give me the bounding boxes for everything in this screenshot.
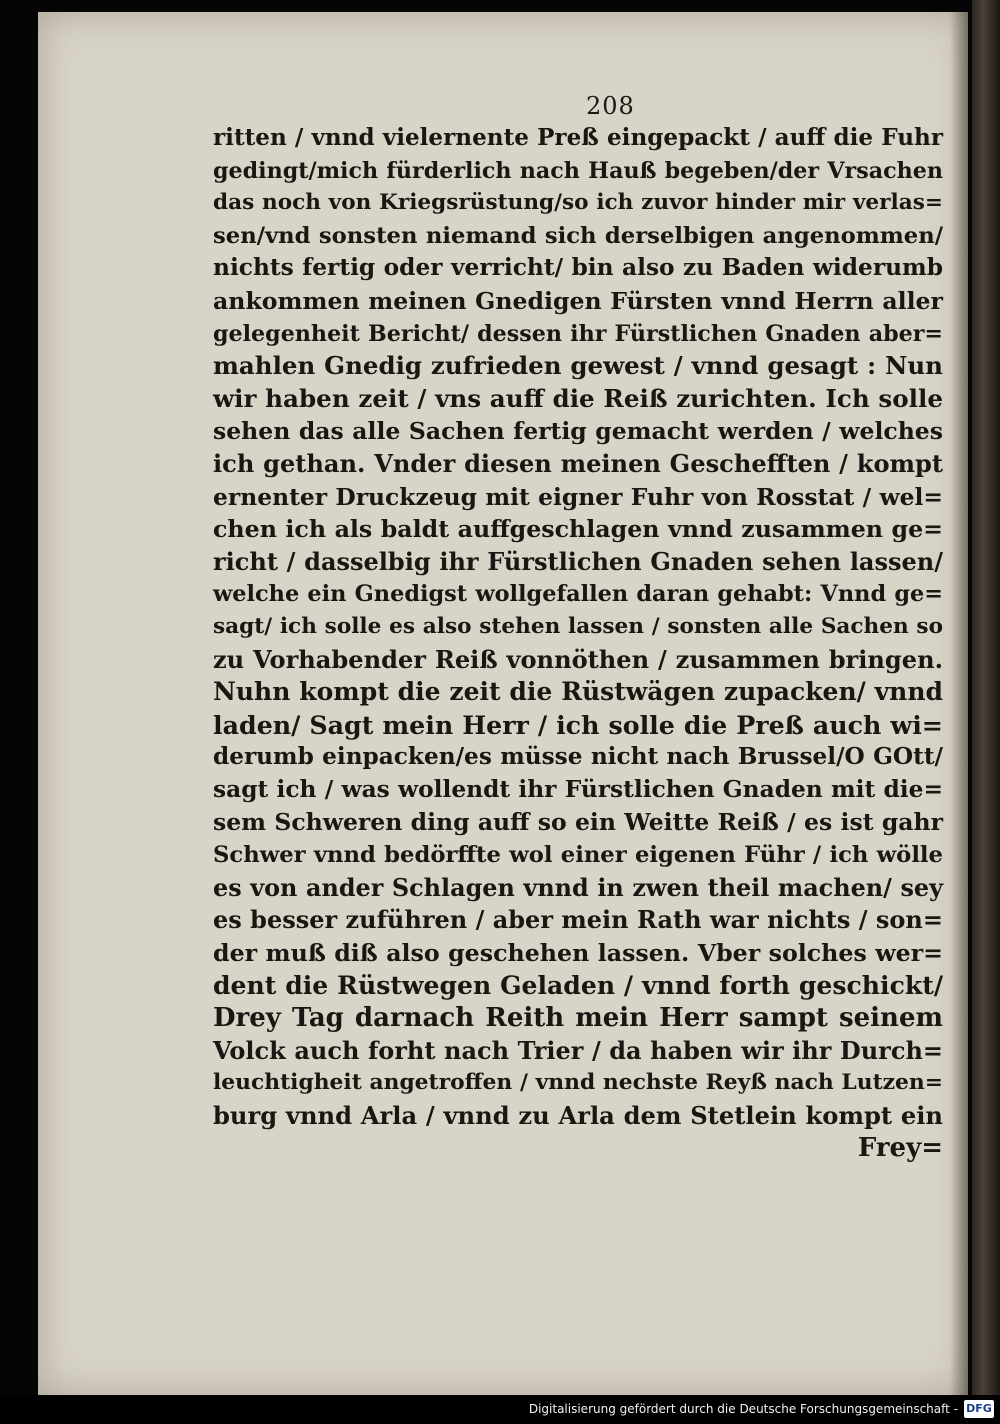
text-line: richt / dasselbig ihr Fürstlichen Gnaden sehen lassen/ <box>213 546 943 576</box>
dfg-logo-icon: DFG <box>964 1400 994 1418</box>
text-line: chen ich als baldt auffgeschlagen vnnd zusammen ge= <box>213 515 943 544</box>
page-number: 208 <box>586 92 635 120</box>
text-line: Schwer vnnd bedörffte wol einer eigenen Führ / ich wölle <box>213 842 943 869</box>
text-line: sagt/ ich solle es also stehen lassen / sonsten alle Sachen so <box>213 613 943 639</box>
footer-bar <box>0 1395 1000 1424</box>
funding-credit: Digitalisierung gefördert durch die Deutsche Forschungsgemeinschaft - <box>528 1402 958 1416</box>
book-edge <box>972 0 1000 1395</box>
text-line: dent die Rüstwegen Geladen / vnnd forth geschickt/ <box>213 970 943 1001</box>
text-line: ich gethan. Vnder diesen meinen Geschefften / kompt <box>213 448 943 478</box>
body-text <box>213 122 943 1165</box>
text-line: sen/vnd sonsten niemand sich derselbigen angenommen/ <box>213 222 943 249</box>
text-line: derumb einpacken/es müsse nicht nach Brussel/O GOtt/ <box>213 743 943 771</box>
text-line: zu Vorhabender Reiß vonnöthen / zusammen bringen. <box>213 644 943 674</box>
text-line: leuchtigheit angetroffen / vnnd nechste Reyß nach Lutzen= <box>213 1070 943 1096</box>
text-line: Drey Tag darnach Reith mein Herr sampt seinem <box>213 1003 943 1034</box>
text-line: mahlen Gnedig zufrieden gewest / vnnd gesagt : Nun <box>213 351 943 381</box>
text-line: Nuhn kompt die zeit die Rüstwägen zupacken/ vnnd <box>213 677 943 707</box>
text-line: ritten / vnnd vielernente Preß eingepackt / auff die Fuhr <box>213 124 943 151</box>
text-line: ankommen meinen Gnedigen Fürsten vnnd Herrn aller <box>213 286 943 315</box>
text-line: sagt ich / was wollendt ihr Fürstlichen Gnaden mit die= <box>213 775 943 803</box>
text-line: der muß diß also geschehen lassen. Vber solches wer= <box>213 938 943 967</box>
text-line: nichts fertig oder verricht/ bin also zu Baden widerumb <box>213 254 943 282</box>
text-line: welche ein Gnedigst wollgefallen daran gehabt: Vnnd ge= <box>213 581 943 608</box>
text-line: sehen das alle Sachen fertig gemacht werden / welches <box>213 417 943 446</box>
page-gutter-shadow <box>950 12 968 1395</box>
text-line: gelegenheit Bericht/ dessen ihr Fürstlichen Gnaden aber= <box>213 320 943 347</box>
text-line: Frey= <box>857 1133 943 1164</box>
text-line: Volck auch forht nach Trier / da haben wir ihr Durch= <box>213 1035 943 1065</box>
text-line: gedingt/mich fürderlich nach Hauß begeben/der Vrsachen <box>213 157 943 184</box>
text-line: es besser zuführen / aber mein Rath war nichts / son= <box>213 905 943 935</box>
text-line: burg vnnd Arla / vnnd zu Arla dem Stetlein kompt ein <box>213 1100 943 1130</box>
text-line: es von ander Schlagen vnnd in zwen theil machen/ sey <box>213 873 943 902</box>
text-line: das noch von Kriegsrüstung/so ich zuvor hinder mir verlas= <box>213 190 943 216</box>
text-line: wir haben zeit / vns auff die Reiß zurichten. Ich solle <box>213 383 943 413</box>
text-line: ernenter Druckzeug mit eigner Fuhr von Rosstat / wel= <box>213 482 943 511</box>
text-line: laden/ Sagt mein Herr / ich solle die Preß auch wi= <box>213 709 943 740</box>
text-line: sem Schweren ding auff so ein Weitte Reiß / es ist gahr <box>213 808 943 837</box>
